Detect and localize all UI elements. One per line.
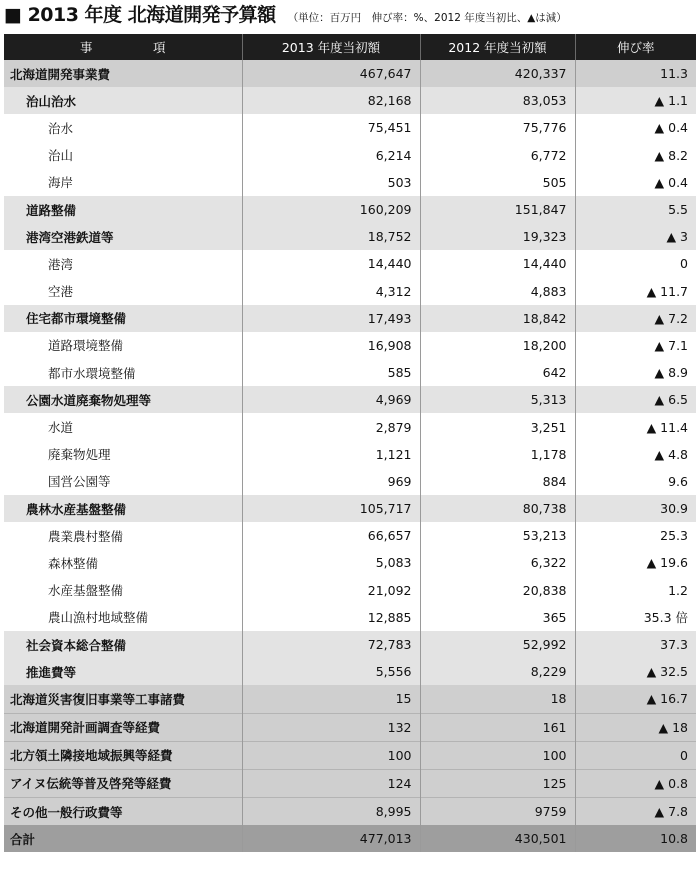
unit-note: （単位：百万円 伸び率：%、2012 年度当初比、▲は減）	[287, 12, 567, 24]
row-value-2013: 82,168	[242, 87, 420, 114]
row-growth-rate: 30.9	[575, 495, 696, 522]
table-row	[4, 87, 696, 114]
row-value-2013: 12,885	[242, 604, 420, 631]
row-value-2013: 124	[242, 769, 420, 797]
table-row	[4, 741, 696, 769]
row-item-name: アイヌ伝統等普及啓発等経費	[4, 769, 242, 797]
row-growth-rate: ▲ 8.2	[575, 142, 696, 169]
table-row	[4, 60, 696, 87]
table-row	[4, 169, 696, 196]
row-item-name: 水道	[4, 413, 242, 440]
table-row	[4, 250, 696, 277]
row-growth-rate: 10.8	[575, 825, 696, 852]
row-growth-rate: ▲ 0.4	[575, 114, 696, 141]
row-value-2012: 8,229	[420, 658, 575, 685]
row-growth-rate: ▲ 18	[575, 713, 696, 741]
row-growth-rate: ▲ 11.7	[575, 278, 696, 305]
row-value-2013: 15	[242, 685, 420, 713]
row-item-name: 合計	[4, 825, 242, 852]
row-value-2012: 420,337	[420, 60, 575, 87]
row-value-2013: 17,493	[242, 305, 420, 332]
row-growth-rate: 9.6	[575, 468, 696, 495]
row-item-name: 推進費等	[4, 658, 242, 685]
row-item-name: 北海道開発事業費	[4, 60, 242, 87]
row-growth-rate: 5.5	[575, 196, 696, 223]
row-item-name: 廃棄物処理	[4, 441, 242, 468]
budget-table	[4, 34, 696, 852]
table-row	[4, 798, 696, 826]
row-growth-rate: ▲ 6.5	[575, 386, 696, 413]
row-item-name: 港湾	[4, 250, 242, 277]
row-growth-rate: 0	[575, 741, 696, 769]
row-growth-rate: ▲ 7.2	[575, 305, 696, 332]
row-value-2012: 1,178	[420, 441, 575, 468]
row-value-2013: 5,083	[242, 549, 420, 576]
row-value-2012: 100	[420, 741, 575, 769]
row-growth-rate: 11.3	[575, 60, 696, 87]
row-value-2013: 132	[242, 713, 420, 741]
table-row	[4, 441, 696, 468]
row-value-2013: 105,717	[242, 495, 420, 522]
row-value-2012: 5,313	[420, 386, 575, 413]
table-row	[4, 305, 696, 332]
table-row	[4, 631, 696, 658]
row-value-2012: 20,838	[420, 577, 575, 604]
table-row	[4, 522, 696, 549]
row-growth-rate: ▲ 3	[575, 223, 696, 250]
row-item-name: 治山治水	[4, 87, 242, 114]
row-item-name: 公園水道廃棄物処理等	[4, 386, 242, 413]
row-item-name: 海岸	[4, 169, 242, 196]
table-row	[4, 413, 696, 440]
row-value-2013: 5,556	[242, 658, 420, 685]
row-growth-rate: ▲ 1.1	[575, 87, 696, 114]
row-item-name: 北海道開発計画調査等経費	[4, 713, 242, 741]
row-value-2013: 21,092	[242, 577, 420, 604]
row-value-2012: 365	[420, 604, 575, 631]
row-item-name: 社会資本総合整備	[4, 631, 242, 658]
table-row	[4, 359, 696, 386]
row-value-2013: 1,121	[242, 441, 420, 468]
row-growth-rate: 37.3	[575, 631, 696, 658]
row-value-2013: 72,783	[242, 631, 420, 658]
row-item-name: 農林水産基盤整備	[4, 495, 242, 522]
row-value-2012: 18,200	[420, 332, 575, 359]
table-row	[4, 142, 696, 169]
row-value-2012: 53,213	[420, 522, 575, 549]
row-growth-rate: ▲ 7.1	[575, 332, 696, 359]
table-row	[4, 549, 696, 576]
row-value-2012: 4,883	[420, 278, 575, 305]
table-row	[4, 332, 696, 359]
row-item-name: 空港	[4, 278, 242, 305]
row-value-2013: 66,657	[242, 522, 420, 549]
row-growth-rate: ▲ 0.4	[575, 169, 696, 196]
row-value-2012: 80,738	[420, 495, 575, 522]
row-value-2012: 83,053	[420, 87, 575, 114]
table-row	[4, 114, 696, 141]
table-row	[4, 386, 696, 413]
row-value-2012: 75,776	[420, 114, 575, 141]
row-value-2012: 125	[420, 769, 575, 797]
page-title: ■ 2013 年度 北海道開発予算額	[4, 4, 276, 26]
row-item-name: その他一般行政費等	[4, 798, 242, 826]
row-growth-rate: 0	[575, 250, 696, 277]
table-row	[4, 713, 696, 741]
row-item-name: 水産基盤整備	[4, 577, 242, 604]
column-header-item: 事 項	[4, 34, 242, 60]
row-value-2012: 14,440	[420, 250, 575, 277]
row-growth-rate: 1.2	[575, 577, 696, 604]
column-header-2013: 2013 年度当初額	[242, 34, 420, 60]
row-growth-rate: 35.3 倍	[575, 604, 696, 631]
table-row	[4, 769, 696, 797]
table-row	[4, 278, 696, 305]
row-item-name: 北海道災害復旧事業等工事諸費	[4, 685, 242, 713]
row-item-name: 治水	[4, 114, 242, 141]
row-value-2012: 52,992	[420, 631, 575, 658]
row-value-2012: 151,847	[420, 196, 575, 223]
row-item-name: 国営公園等	[4, 468, 242, 495]
row-growth-rate: 25.3	[575, 522, 696, 549]
table-row	[4, 604, 696, 631]
row-value-2012: 18,842	[420, 305, 575, 332]
table-row	[4, 685, 696, 713]
row-value-2013: 18,752	[242, 223, 420, 250]
table-body	[4, 60, 696, 852]
row-value-2012: 161	[420, 713, 575, 741]
row-value-2013: 585	[242, 359, 420, 386]
row-value-2013: 8,995	[242, 798, 420, 826]
row-value-2013: 969	[242, 468, 420, 495]
row-value-2013: 16,908	[242, 332, 420, 359]
row-growth-rate: ▲ 19.6	[575, 549, 696, 576]
row-item-name: 住宅都市環境整備	[4, 305, 242, 332]
row-item-name: 北方領土隣接地域振興等経費	[4, 741, 242, 769]
row-value-2013: 4,312	[242, 278, 420, 305]
row-value-2012: 505	[420, 169, 575, 196]
row-growth-rate: ▲ 7.8	[575, 798, 696, 826]
row-item-name: 農山漁村地域整備	[4, 604, 242, 631]
table-row	[4, 658, 696, 685]
row-value-2013: 14,440	[242, 250, 420, 277]
row-value-2013: 75,451	[242, 114, 420, 141]
row-value-2013: 2,879	[242, 413, 420, 440]
column-header-rate: 伸び率	[575, 34, 696, 60]
row-value-2013: 503	[242, 169, 420, 196]
row-item-name: 農業農村整備	[4, 522, 242, 549]
row-item-name: 森林整備	[4, 549, 242, 576]
total-row	[4, 825, 696, 852]
table-row	[4, 495, 696, 522]
row-item-name: 道路環境整備	[4, 332, 242, 359]
table-row	[4, 577, 696, 604]
row-value-2013: 4,969	[242, 386, 420, 413]
header	[4, 0, 696, 34]
row-value-2013: 6,214	[242, 142, 420, 169]
row-value-2013: 467,647	[242, 60, 420, 87]
row-growth-rate: ▲ 32.5	[575, 658, 696, 685]
row-value-2012: 642	[420, 359, 575, 386]
table-row	[4, 196, 696, 223]
row-value-2013: 477,013	[242, 825, 420, 852]
row-growth-rate: ▲ 16.7	[575, 685, 696, 713]
row-growth-rate: ▲ 8.9	[575, 359, 696, 386]
table-row	[4, 468, 696, 495]
row-item-name: 都市水環境整備	[4, 359, 242, 386]
row-value-2012: 18	[420, 685, 575, 713]
table-header-row	[4, 34, 696, 60]
row-value-2013: 160,209	[242, 196, 420, 223]
row-growth-rate: ▲ 11.4	[575, 413, 696, 440]
table-row	[4, 223, 696, 250]
row-value-2012: 6,322	[420, 549, 575, 576]
row-growth-rate: ▲ 0.8	[575, 769, 696, 797]
row-value-2012: 19,323	[420, 223, 575, 250]
row-growth-rate: ▲ 4.8	[575, 441, 696, 468]
row-value-2012: 3,251	[420, 413, 575, 440]
row-value-2012: 6,772	[420, 142, 575, 169]
column-header-2012: 2012 年度当初額	[420, 34, 575, 60]
row-value-2012: 9759	[420, 798, 575, 826]
row-item-name: 道路整備	[4, 196, 242, 223]
row-item-name: 港湾空港鉄道等	[4, 223, 242, 250]
row-item-name: 治山	[4, 142, 242, 169]
row-value-2012: 430,501	[420, 825, 575, 852]
row-value-2013: 100	[242, 741, 420, 769]
row-value-2012: 884	[420, 468, 575, 495]
